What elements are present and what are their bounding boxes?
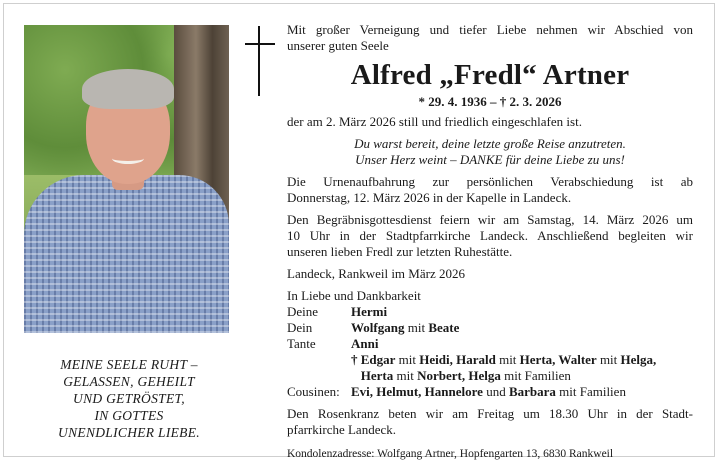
- family-list: [287, 304, 693, 400]
- urn-line: Die Urnenaufbahrung zur persönlichen Verabschiedung ist ab: [287, 174, 693, 189]
- intro-line: Mit großer Verneigung und tiefer Liebe nehmen wir Abschied von: [287, 22, 693, 37]
- family-connector: mit: [396, 368, 414, 383]
- family-name: Edgar: [360, 352, 396, 367]
- family-connector: mit: [407, 320, 426, 335]
- poem-line: Unser Herz weint – DANKE für deine Liebe zu uns!: [355, 152, 625, 167]
- family-connector: mit Familien: [504, 368, 571, 383]
- quote-line: GELASSEN, GEHEILT: [63, 374, 195, 389]
- service-paragraph: [287, 212, 693, 260]
- deceased-name: Alfred „Fredl“ Artner: [350, 59, 630, 91]
- family-name: Herta: [360, 368, 394, 383]
- family-connector: mit: [599, 352, 618, 367]
- family-name: Norbert, Helga: [417, 368, 501, 383]
- family-name: Beate: [428, 320, 460, 335]
- family-label: Deine: [287, 304, 319, 319]
- life-dates: * 29. 4. 1936 – † 2. 3. 2026: [418, 94, 562, 109]
- family-name: Herta, Walter: [519, 352, 597, 367]
- quote-line: IN GOTTES: [94, 408, 164, 423]
- family-label: Cousinen:: [287, 384, 340, 399]
- quote-line: UNENDLICHER LIEBE.: [58, 425, 200, 440]
- passing-line: der am 2. März 2026 still und friedlich eingeschlafen ist.: [287, 114, 582, 129]
- family-name: Anni: [351, 336, 379, 351]
- family-name: Hermi: [351, 304, 388, 319]
- family-name: Barbara: [508, 384, 556, 399]
- service-line: unseren lieben Fredl zur letzten Ruhestätte.: [287, 244, 513, 259]
- family-name: Heidi, Harald: [419, 352, 496, 367]
- service-line: 10 Uhr in der Stadtpfarrkirche Landeck. Anschließend begleiten wir: [287, 228, 693, 243]
- family-label: Dein: [287, 320, 313, 335]
- poem-line: Du warst bereit, deine letzte große Reise anzutreten.: [354, 136, 626, 151]
- rosary-line: pfarrkirche Landeck.: [287, 422, 396, 437]
- rosary-paragraph: [287, 406, 693, 438]
- cross-symbol: †: [351, 352, 358, 367]
- family-connector: und: [486, 384, 506, 399]
- family-connector: mit: [499, 352, 517, 367]
- rosary-line: Den Rosenkranz beten wir am Freitag um 18.30 Uhr in der Stadt-: [287, 406, 693, 421]
- closing-line: In Liebe und Dankbarkeit: [287, 288, 421, 303]
- quote-line: UND GETRÖSTET,: [73, 391, 185, 406]
- quote-line: MEINE SEELE RUHT –: [60, 357, 198, 372]
- service-line: Den Begräbnisgottesdienst feiern wir am Samstag, 14. März 2026 um: [287, 212, 693, 227]
- place-date: Landeck, Rankweil im März 2026: [287, 266, 465, 281]
- notice-text: [287, 22, 693, 462]
- family-connector: mit: [398, 352, 417, 367]
- urn-paragraph: [287, 174, 693, 206]
- family-label: Tante: [287, 336, 316, 351]
- cross-icon: [245, 26, 275, 96]
- poem: [287, 136, 693, 168]
- intro-line: unserer guten Seele: [287, 38, 389, 53]
- condolence-address: Kondolenzadresse: Wolfgang Artner, Hopfengarten 13, 6830 Rankweil: [287, 448, 614, 460]
- urn-line: Donnerstag, 12. März 2026 in der Kapelle in Landeck.: [287, 190, 572, 205]
- family-name: Evi, Helmut, Hannelore: [351, 384, 483, 399]
- family-connector: mit Familien: [559, 384, 626, 399]
- portrait-photo: [24, 25, 229, 333]
- family-name: Wolfgang: [351, 320, 405, 335]
- memorial-quote: [30, 356, 228, 441]
- family-name: Helga,: [620, 352, 657, 367]
